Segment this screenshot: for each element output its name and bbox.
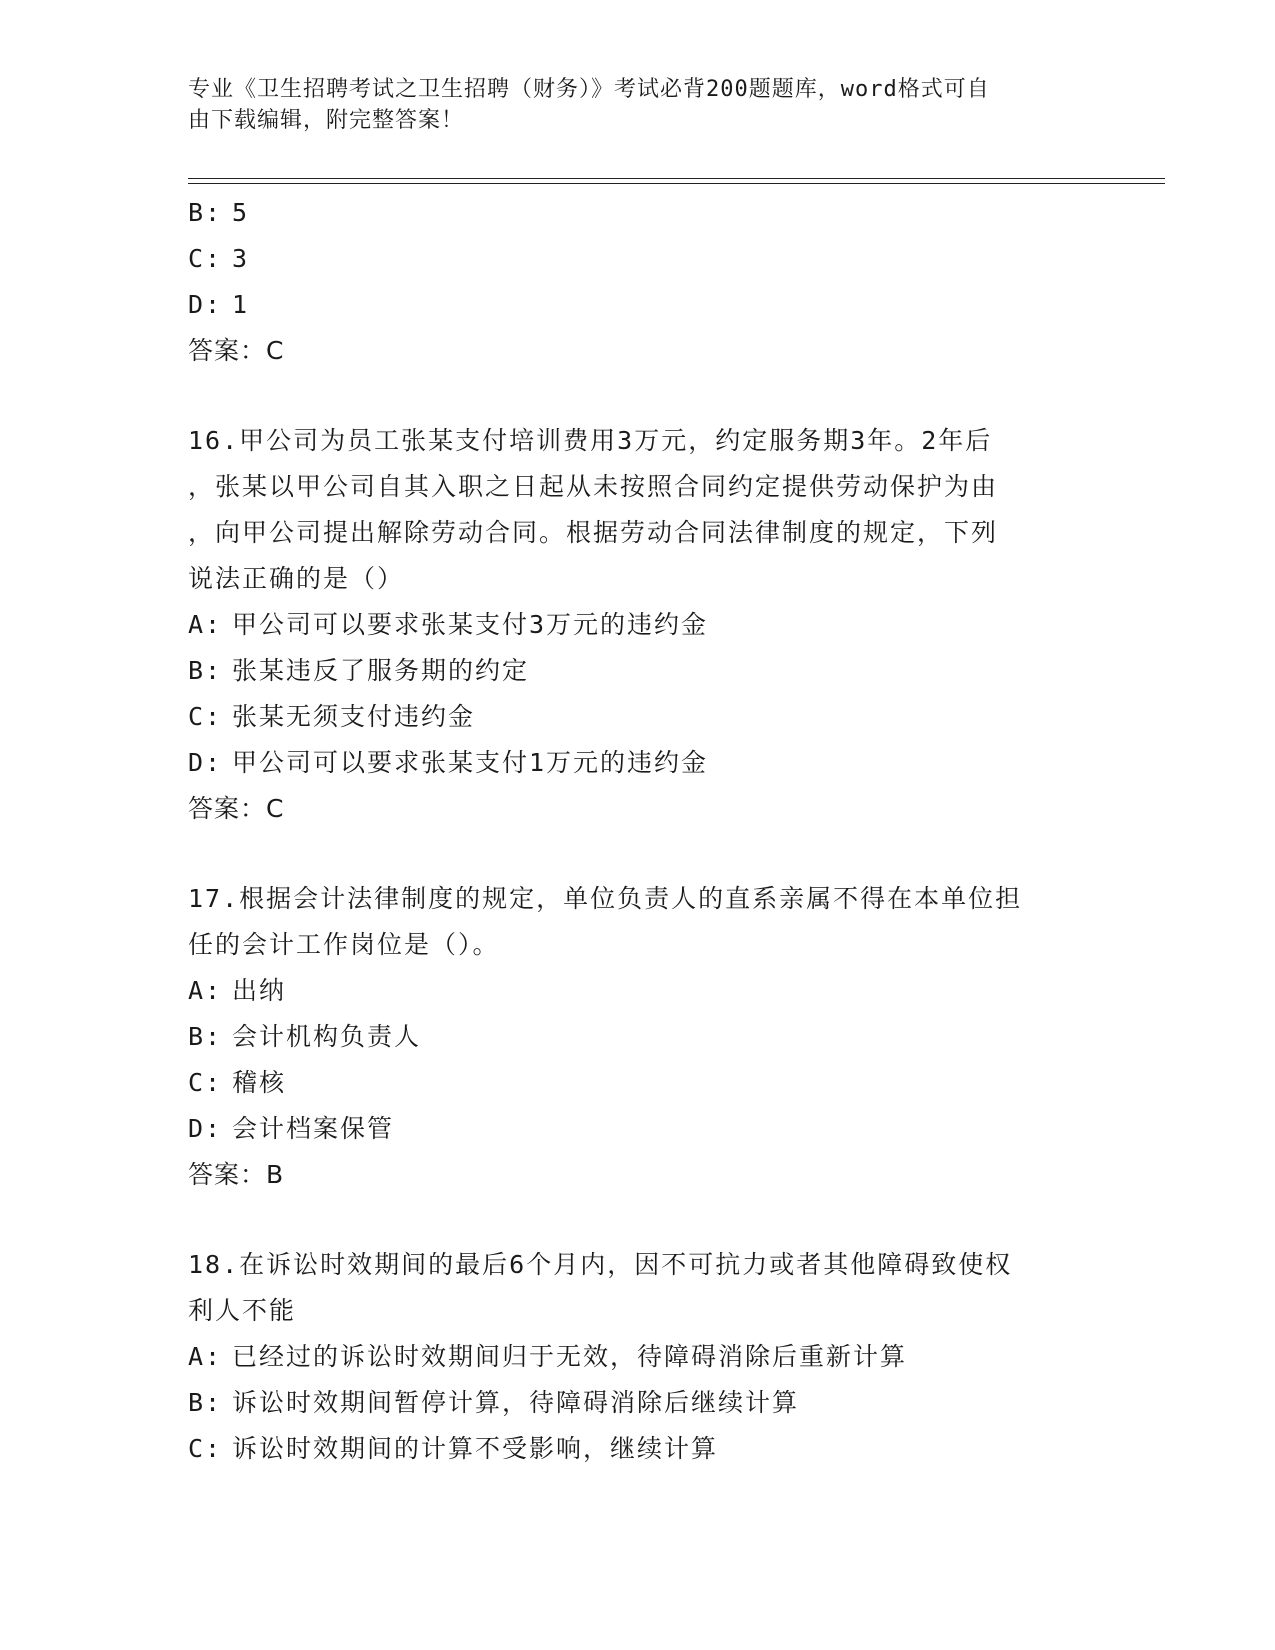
option-letter: A: <box>188 610 223 639</box>
question-16 <box>188 418 1088 832</box>
question-18 <box>188 1242 1088 1472</box>
option-letter: D: <box>188 290 223 319</box>
option-text: 已经过的诉讼时效期间归于无效，待障碍消除后重新计算 <box>232 1342 908 1371</box>
option-letter: B: <box>188 1388 223 1417</box>
option-c <box>188 1060 1088 1106</box>
option-d <box>188 740 1088 786</box>
option-letter: C: <box>188 1068 223 1097</box>
question-text-line: ，张某以甲公司自其入职之日起从未按照合同约定提供劳动保护为由 <box>188 472 999 501</box>
option-a <box>188 602 1088 648</box>
option-a <box>188 968 1088 1014</box>
option-d <box>188 282 1088 328</box>
option-a <box>188 1334 1088 1380</box>
question-text-line: 任的会计工作岗位是（）。 <box>188 930 500 959</box>
option-letter: A: <box>188 976 223 1005</box>
option-text: 1 <box>232 290 250 319</box>
option-text: 会计机构负责人 <box>232 1022 422 1051</box>
option-letter: C: <box>188 244 223 273</box>
option-letter: C: <box>188 1434 223 1463</box>
header-rule-top <box>188 178 1165 179</box>
option-c <box>188 236 1088 282</box>
question-text-line: 说法正确的是（） <box>188 564 405 593</box>
question-prev <box>188 190 1088 374</box>
answer-line: 答案：C <box>188 794 285 823</box>
option-text: 甲公司可以要求张某支付1万元的违约金 <box>232 748 709 777</box>
question-text-line: ，向甲公司提出解除劳动合同。根据劳动合同法律制度的规定，下列 <box>188 518 999 547</box>
option-b <box>188 1380 1088 1426</box>
question-text-line: 17.根据会计法律制度的规定，单位负责人的直系亲属不得在本单位担 <box>188 884 1023 913</box>
option-text: 会计档案保管 <box>232 1114 395 1143</box>
document-body <box>188 190 1088 1472</box>
option-text: 甲公司可以要求张某支付3万元的违约金 <box>232 610 709 639</box>
option-text: 稽核 <box>232 1068 287 1097</box>
option-c <box>188 694 1088 740</box>
question-text-line: 利人不能 <box>188 1296 297 1325</box>
answer-line: 答案：B <box>188 1160 285 1189</box>
option-letter: B: <box>188 656 223 685</box>
option-b <box>188 1014 1088 1060</box>
option-b <box>188 648 1088 694</box>
option-text: 5 <box>232 198 250 227</box>
option-b <box>188 190 1088 236</box>
option-d <box>188 1106 1088 1152</box>
option-letter: B: <box>188 198 223 227</box>
option-text: 诉讼时效期间的计算不受影响，继续计算 <box>232 1434 719 1463</box>
question-text-line: 16.甲公司为员工张某支付培训费用3万元，约定服务期3年。2年后 <box>188 426 993 455</box>
header-rule-bottom <box>188 183 1165 184</box>
option-letter: D: <box>188 1114 223 1143</box>
header-line-2: 由下载编辑，附完整答案！ <box>188 108 465 133</box>
header-line-1: 专业《卫生招聘考试之卫生招聘（财务）》考试必背200题题库，word格式可自 <box>188 77 990 102</box>
option-letter: B: <box>188 1022 223 1051</box>
option-letter: A: <box>188 1342 223 1371</box>
option-text: 3 <box>232 244 250 273</box>
option-c <box>188 1426 1088 1472</box>
option-letter: D: <box>188 748 223 777</box>
option-text: 张某无须支付违约金 <box>232 702 476 731</box>
question-17 <box>188 876 1088 1198</box>
question-text-line: 18.在诉讼时效期间的最后6个月内，因不可抗力或者其他障碍致使权 <box>188 1250 1013 1279</box>
answer-line: 答案：C <box>188 336 285 365</box>
option-text: 张某违反了服务期的约定 <box>232 656 530 685</box>
document-header <box>188 74 1088 136</box>
option-letter: C: <box>188 702 223 731</box>
option-text: 诉讼时效期间暂停计算，待障碍消除后继续计算 <box>232 1388 800 1417</box>
option-text: 出纳 <box>232 976 287 1005</box>
